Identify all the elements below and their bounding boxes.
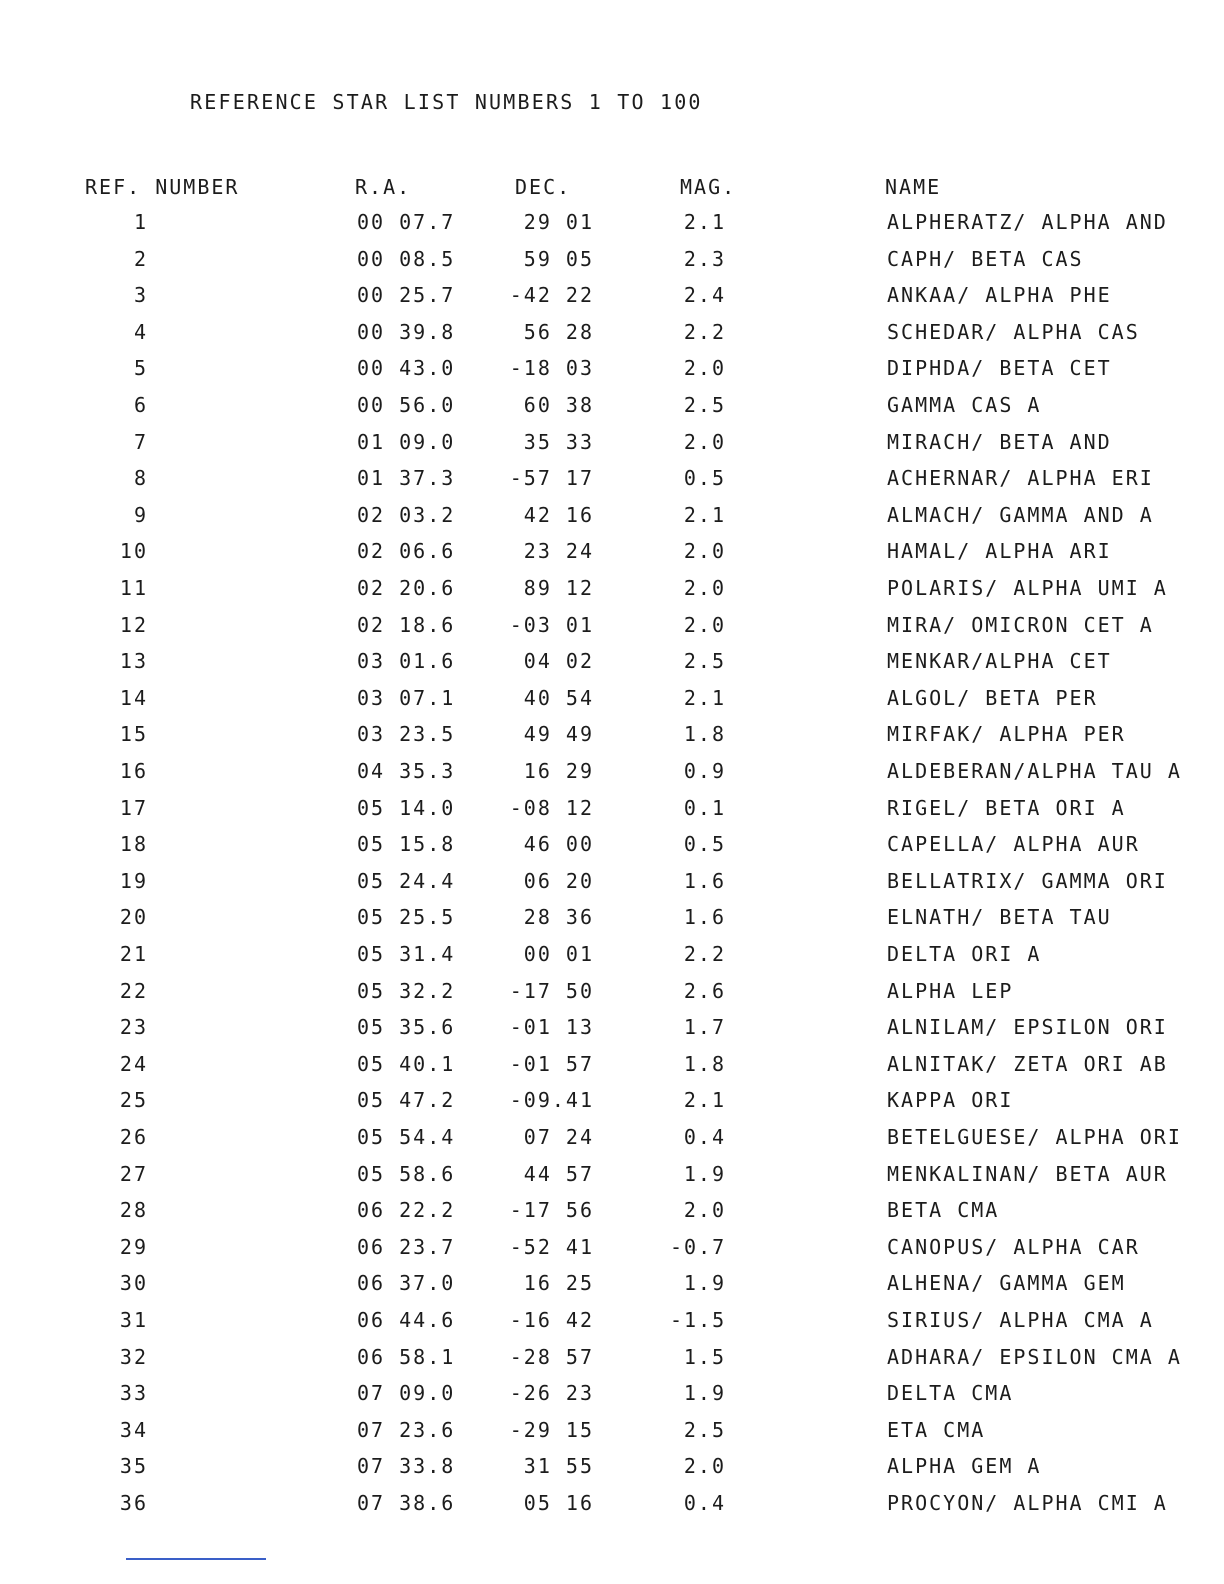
ref-number-cell: 7: [133, 429, 148, 454]
star-name-cell: DELTA ORI A: [887, 942, 1042, 966]
dec-cell: -52 41: [509, 1234, 594, 1259]
mag-cell: 1.9: [683, 1161, 726, 1186]
ra-cell: 06 23.7: [357, 1234, 456, 1259]
dec-cell: 89 12: [523, 576, 594, 600]
mag-cell: 2.0: [683, 576, 726, 600]
dec-cell: 05 16: [523, 1491, 594, 1515]
ref-number-cell: 33: [119, 1381, 148, 1406]
dec-cell: 49 49: [523, 722, 594, 747]
table-header: [0, 175, 1224, 205]
table-row: [0, 503, 1224, 535]
table-row: [0, 613, 1224, 645]
ref-number-cell: 5: [133, 356, 148, 381]
dec-cell: 40 54: [523, 685, 594, 710]
ref-number-cell: 11: [119, 576, 148, 600]
table-row: [0, 1125, 1224, 1157]
ref-number-cell: 32: [119, 1344, 148, 1369]
star-name-cell: DELTA CMA: [887, 1381, 1014, 1406]
ra-cell: 05 31.4: [357, 942, 456, 966]
star-name-cell: MIRACH/ BETA AND: [887, 429, 1112, 454]
ra-cell: 07 33.8: [357, 1454, 456, 1479]
star-name-cell: ALHENA/ GAMMA GEM: [887, 1271, 1126, 1296]
ref-number-cell: 21: [119, 942, 148, 966]
dec-cell: -26 23: [509, 1381, 594, 1406]
dec-cell: 07 24: [523, 1125, 594, 1149]
ra-cell: 02 20.6: [357, 576, 456, 600]
star-name-cell: ALMACH/ GAMMA AND A: [887, 502, 1154, 527]
ra-cell: 05 15.8: [357, 832, 456, 857]
star-name-cell: ACHERNAR/ ALPHA ERI: [887, 466, 1154, 491]
mag-cell: 2.2: [683, 319, 726, 344]
mag-cell: 0.4: [683, 1491, 726, 1515]
ra-cell: 00 56.0: [357, 393, 456, 417]
dec-cell: -08 12: [509, 795, 594, 820]
ra-cell: 02 06.6: [357, 539, 456, 564]
ref-number-cell: 24: [119, 1051, 148, 1076]
star-name-cell: ELNATH/ BETA TAU: [887, 905, 1112, 930]
header-ra: R.A.: [355, 175, 412, 199]
table-row: [0, 649, 1224, 681]
ra-cell: 05 35.6: [357, 1015, 456, 1040]
mag-cell: 1.7: [683, 1015, 726, 1040]
dec-cell: -09.41: [509, 1088, 594, 1113]
ref-number-cell: 8: [133, 466, 148, 491]
mag-cell: 2.0: [683, 1454, 726, 1479]
ref-number-cell: 13: [119, 649, 148, 674]
star-name-cell: ETA CMA: [887, 1417, 986, 1442]
table-row: [0, 247, 1224, 279]
ref-number-cell: 3: [133, 283, 148, 308]
table-row: [0, 1198, 1224, 1230]
star-name-cell: GAMMA CAS A: [887, 393, 1042, 417]
ra-cell: 07 38.6: [357, 1491, 456, 1515]
table-row: [0, 1271, 1224, 1303]
table-row: [0, 869, 1224, 901]
dec-cell: -16 42: [509, 1308, 594, 1332]
star-name-cell: ALDEBERAN/ALPHA TAU A: [887, 759, 1182, 783]
mag-cell: 0.1: [683, 795, 726, 820]
table-row: [0, 1345, 1224, 1377]
mag-cell: 0.9: [683, 759, 726, 783]
ref-number-cell: 1: [133, 210, 148, 234]
table-row: [0, 1308, 1224, 1340]
table-row: [0, 832, 1224, 864]
mag-cell: 0.5: [683, 466, 726, 491]
table-row: [0, 1418, 1224, 1450]
star-name-cell: MIRA/ OMICRON CET A: [887, 612, 1154, 637]
star-name-cell: MIRFAK/ ALPHA PER: [887, 722, 1126, 747]
dec-cell: 23 24: [523, 539, 594, 564]
ra-cell: 02 18.6: [357, 612, 456, 637]
star-name-cell: ALNITAK/ ZETA ORI AB: [887, 1051, 1168, 1076]
ref-number-cell: 17: [119, 795, 148, 820]
page-title: REFERENCE STAR LIST NUMBERS 1 TO 100: [190, 90, 703, 114]
table-row: [0, 393, 1224, 425]
dec-cell: -01 13: [509, 1015, 594, 1040]
star-name-cell: ALPHERATZ/ ALPHA AND: [887, 210, 1168, 234]
mag-cell: 2.3: [683, 246, 726, 271]
ref-number-cell: 19: [119, 868, 148, 893]
table-row: [0, 686, 1224, 718]
ra-cell: 05 47.2: [357, 1088, 456, 1113]
star-name-cell: BETELGUESE/ ALPHA ORI: [887, 1125, 1182, 1149]
dec-cell: 56 28: [523, 319, 594, 344]
table-row: [0, 722, 1224, 754]
star-name-cell: MENKALINAN/ BETA AUR: [887, 1161, 1168, 1186]
dec-cell: 59 05: [523, 246, 594, 271]
ref-number-cell: 26: [119, 1125, 148, 1149]
star-name-cell: ALPHA LEP: [887, 978, 1014, 1003]
table-row: [0, 430, 1224, 462]
table-row: [0, 942, 1224, 974]
ra-cell: 01 37.3: [357, 466, 456, 491]
table-row: [0, 905, 1224, 937]
mag-cell: 1.9: [683, 1381, 726, 1406]
dec-cell: 42 16: [523, 502, 594, 527]
dec-cell: -29 15: [509, 1417, 594, 1442]
dec-cell: 16 25: [523, 1271, 594, 1296]
table-row: [0, 1162, 1224, 1194]
ra-cell: 00 07.7: [357, 210, 456, 234]
table-row: [0, 466, 1224, 498]
star-name-cell: BELLATRIX/ GAMMA ORI: [887, 868, 1168, 893]
ra-cell: 03 01.6: [357, 649, 456, 674]
mag-cell: 2.0: [683, 1198, 726, 1223]
ref-number-cell: 2: [133, 246, 148, 271]
ref-number-cell: 25: [119, 1088, 148, 1113]
ref-number-cell: 14: [119, 685, 148, 710]
ra-cell: 05 25.5: [357, 905, 456, 930]
ra-cell: 07 09.0: [357, 1381, 456, 1406]
star-name-cell: SIRIUS/ ALPHA CMA A: [887, 1308, 1154, 1332]
mag-cell: 2.1: [683, 685, 726, 710]
mag-cell: 2.4: [683, 283, 726, 308]
ref-number-cell: 9: [133, 502, 148, 527]
dec-cell: 44 57: [523, 1161, 594, 1186]
ref-number-cell: 20: [119, 905, 148, 930]
ref-number-cell: 12: [119, 612, 148, 637]
mag-cell: 1.9: [683, 1271, 726, 1296]
mag-cell: 2.0: [683, 429, 726, 454]
ra-cell: 06 58.1: [357, 1344, 456, 1369]
mag-cell: 2.0: [683, 539, 726, 564]
ref-number-cell: 29: [119, 1234, 148, 1259]
dec-cell: -17 50: [509, 978, 594, 1003]
dec-cell: -03 01: [509, 612, 594, 637]
star-name-cell: RIGEL/ BETA ORI A: [887, 795, 1126, 820]
star-name-cell: ALPHA GEM A: [887, 1454, 1042, 1479]
dec-cell: 35 33: [523, 429, 594, 454]
ref-number-cell: 18: [119, 832, 148, 857]
ra-cell: 01 09.0: [357, 429, 456, 454]
ra-cell: 02 03.2: [357, 502, 456, 527]
ra-cell: 06 22.2: [357, 1198, 456, 1223]
dec-cell: 06 20: [523, 868, 594, 893]
star-name-cell: CAPH/ BETA CAS: [887, 246, 1084, 271]
dec-cell: -28 57: [509, 1344, 594, 1369]
mag-cell: 1.8: [683, 1051, 726, 1076]
star-name-cell: CAPELLA/ ALPHA AUR: [887, 832, 1140, 857]
star-name-cell: MENKAR/ALPHA CET: [887, 649, 1112, 674]
ra-cell: 06 44.6: [357, 1308, 456, 1332]
ra-cell: 07 23.6: [357, 1417, 456, 1442]
ref-number-cell: 15: [119, 722, 148, 747]
dec-cell: 31 55: [523, 1454, 594, 1479]
table-row: [0, 1491, 1224, 1523]
ref-number-cell: 34: [119, 1417, 148, 1442]
table-row: [0, 1235, 1224, 1267]
ref-number-cell: 4: [133, 319, 148, 344]
ra-cell: 05 32.2: [357, 978, 456, 1003]
dec-cell: -17 56: [509, 1198, 594, 1223]
ref-number-cell: 35: [119, 1454, 148, 1479]
star-name-cell: CANOPUS/ ALPHA CAR: [887, 1234, 1140, 1259]
table-row: [0, 320, 1224, 352]
mag-cell: -0.7: [670, 1234, 727, 1259]
table-row: [0, 759, 1224, 791]
mag-cell: 2.6: [683, 978, 726, 1003]
ref-number-cell: 36: [119, 1491, 148, 1515]
table-row: [0, 576, 1224, 608]
dec-cell: 16 29: [523, 759, 594, 783]
table-row: [0, 356, 1224, 388]
dec-cell: 00 01: [523, 942, 594, 966]
ref-number-cell: 16: [119, 759, 148, 783]
mag-cell: 2.1: [683, 210, 726, 234]
star-name-cell: BETA CMA: [887, 1198, 1000, 1223]
star-name-cell: ANKAA/ ALPHA PHE: [887, 283, 1112, 308]
star-name-cell: HAMAL/ ALPHA ARI: [887, 539, 1112, 564]
ref-number-cell: 28: [119, 1198, 148, 1223]
star-name-cell: DIPHDA/ BETA CET: [887, 356, 1112, 381]
mag-cell: 2.5: [683, 649, 726, 674]
mag-cell: 2.1: [683, 1088, 726, 1113]
ref-number-cell: 27: [119, 1161, 148, 1186]
header-name: NAME: [885, 175, 942, 199]
ref-number-cell: 10: [119, 539, 148, 564]
ra-cell: 06 37.0: [357, 1271, 456, 1296]
mag-cell: -1.5: [670, 1308, 727, 1332]
mag-cell: 1.8: [683, 722, 726, 747]
table-row: [0, 1052, 1224, 1084]
ra-cell: 05 54.4: [357, 1125, 456, 1149]
dec-cell: 60 38: [523, 393, 594, 417]
table-row: [0, 1381, 1224, 1413]
dec-cell: 04 02: [523, 649, 594, 674]
star-name-cell: ALGOL/ BETA PER: [887, 685, 1098, 710]
star-name-cell: ALNILAM/ EPSILON ORI: [887, 1015, 1168, 1040]
table-row: [0, 1015, 1224, 1047]
ra-cell: 00 39.8: [357, 319, 456, 344]
mag-cell: 2.0: [683, 356, 726, 381]
mag-cell: 1.5: [683, 1344, 726, 1369]
header-ref-number: REF. NUMBER: [85, 175, 240, 199]
table-row: [0, 539, 1224, 571]
ref-number-cell: 31: [119, 1308, 148, 1332]
dec-cell: -42 22: [509, 283, 594, 308]
table-row: [0, 979, 1224, 1011]
ra-cell: 04 35.3: [357, 759, 456, 783]
ra-cell: 05 58.6: [357, 1161, 456, 1186]
ra-cell: 03 23.5: [357, 722, 456, 747]
header-dec: DEC.: [515, 175, 572, 199]
mag-cell: 1.6: [683, 868, 726, 893]
dec-cell: -18 03: [509, 356, 594, 381]
mag-cell: 2.5: [683, 1417, 726, 1442]
dec-cell: -01 57: [509, 1051, 594, 1076]
ra-cell: 00 08.5: [357, 246, 456, 271]
mag-cell: 1.6: [683, 905, 726, 930]
star-name-cell: SCHEDAR/ ALPHA CAS: [887, 319, 1140, 344]
mag-cell: 2.2: [683, 942, 726, 966]
header-mag: MAG.: [680, 175, 737, 199]
table-row: [0, 210, 1224, 242]
ra-cell: 05 24.4: [357, 868, 456, 893]
table-row: [0, 1088, 1224, 1120]
dec-cell: -57 17: [509, 466, 594, 491]
dec-cell: 46 00: [523, 832, 594, 857]
mag-cell: 2.1: [683, 502, 726, 527]
dec-cell: 29 01: [523, 210, 594, 234]
table-row: [0, 1454, 1224, 1486]
ra-cell: 05 40.1: [357, 1051, 456, 1076]
blue-underline: [126, 1558, 266, 1560]
ref-number-cell: 23: [119, 1015, 148, 1040]
ra-cell: 00 25.7: [357, 283, 456, 308]
ra-cell: 00 43.0: [357, 356, 456, 381]
ref-number-cell: 30: [119, 1271, 148, 1296]
star-name-cell: POLARIS/ ALPHA UMI A: [887, 576, 1168, 600]
star-name-cell: PROCYON/ ALPHA CMI A: [887, 1491, 1168, 1515]
star-name-cell: KAPPA ORI: [887, 1088, 1014, 1113]
table-row: [0, 283, 1224, 315]
dec-cell: 28 36: [523, 905, 594, 930]
star-name-cell: ADHARA/ EPSILON CMA A: [887, 1344, 1182, 1369]
ra-cell: 03 07.1: [357, 685, 456, 710]
table-row: [0, 796, 1224, 828]
ref-number-cell: 22: [119, 978, 148, 1003]
mag-cell: 2.5: [683, 393, 726, 417]
ra-cell: 05 14.0: [357, 795, 456, 820]
mag-cell: 0.4: [683, 1125, 726, 1149]
mag-cell: 0.5: [683, 832, 726, 857]
ref-number-cell: 6: [133, 393, 148, 417]
mag-cell: 2.0: [683, 612, 726, 637]
